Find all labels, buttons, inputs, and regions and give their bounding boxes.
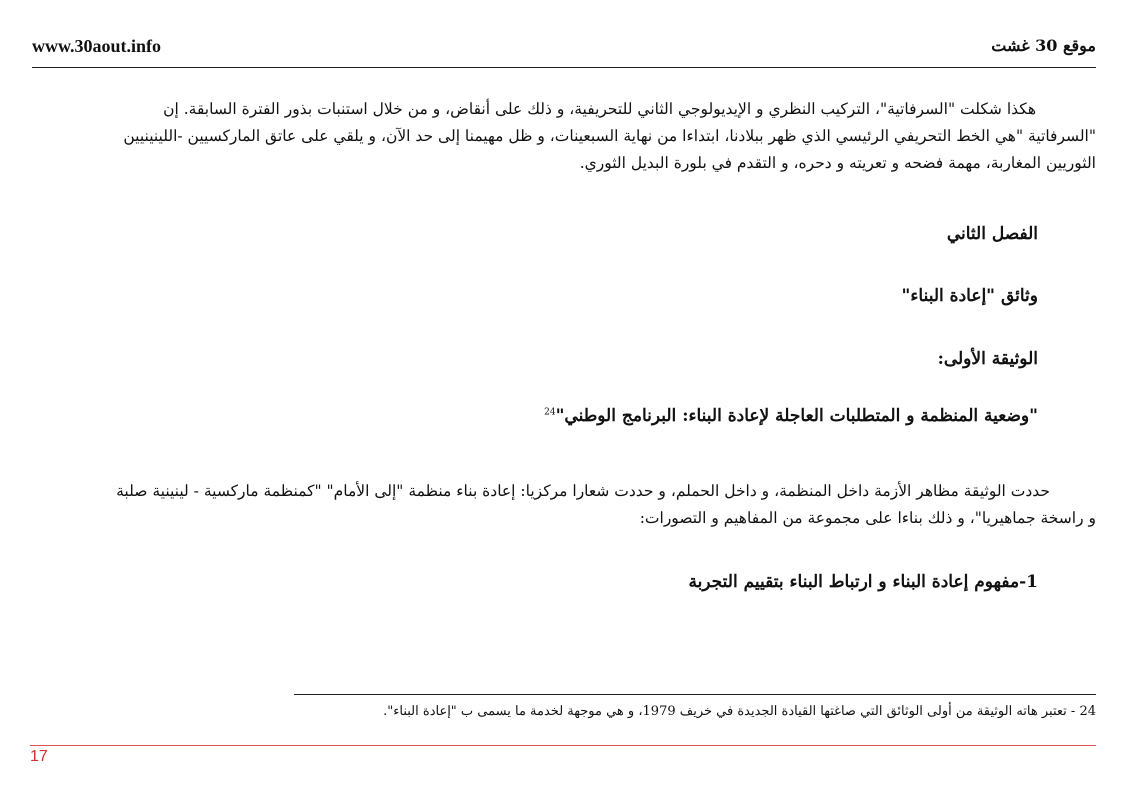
paragraph-1-line-2: "السرفاتية "هي الخط التحريفي الرئيسي الذي ظهر ببلادنا، ابتداءا من نهاية السبعينات، و ظل مهيمنا إلى حد الآن، و يلقي على عاتق الماركسيين -اللينينيين: [123, 127, 1096, 145]
footnote-text: 24 - تعتبر هاته الوثيقة من أولى الوثائق التي صاغتها القيادة الجديدة في خريف 1979، و هي موجهة لخدمة ما يسمى ب "إعادة البناء".: [383, 704, 1096, 719]
site-title: موقع 30 غشت: [991, 36, 1096, 55]
paragraph-2: [34, 478, 1096, 532]
paragraph-1-line-1: هكذا شكلت "السرفاتية"، التركيب النظري و الإيديولوجي الثاني للتحريفية، و ذلك على أنقاض، و من خلال استنبات بذور الفترة السابقة. إن: [163, 100, 1036, 118]
page-number: 17: [30, 748, 48, 765]
document-title-heading: [544, 406, 1038, 426]
chapter-heading: الفصل الثاني: [946, 224, 1038, 244]
page-header: [32, 34, 1096, 68]
site-url: www.30aout.info: [32, 36, 162, 56]
paragraph-2-line-1: حددت الوثيقة مظاهر الأزمة داخل المنظمة، و داخل الحملم، و حددت شعارا مركزيا: إعادة بناء منظمة "إلى الأمام" "كمنظمة ماركسية - لينينية صلبة: [116, 482, 1050, 500]
footer-rule: [30, 745, 1096, 746]
paragraph-2-line-2: و راسخة جماهيريا"، و ذلك بناءا على مجموعة من المفاهيم و التصورات:: [639, 509, 1096, 527]
footnote-separator: [294, 694, 1096, 695]
footnote-reference[interactable]: 24: [544, 407, 556, 418]
paragraph-1-line-3: الثوريين المغاربة، مهمة فضحه و تعريته و دحره، و التقدم في بلورة البديل الثوري.: [579, 154, 1096, 172]
document-title-text: "وضعية المنظمة و المتطلبات العاجلة لإعادة البناء: البرنامج الوطني": [555, 406, 1038, 426]
concept-heading: 1-مفهوم إعادة البناء و ارتباط البناء بتقييم التجربة: [688, 572, 1038, 592]
first-document-heading: الوثيقة الأولى:: [937, 349, 1038, 369]
documents-heading: وثائق "إعادة البناء": [901, 286, 1038, 306]
paragraph-1: [34, 96, 1096, 177]
